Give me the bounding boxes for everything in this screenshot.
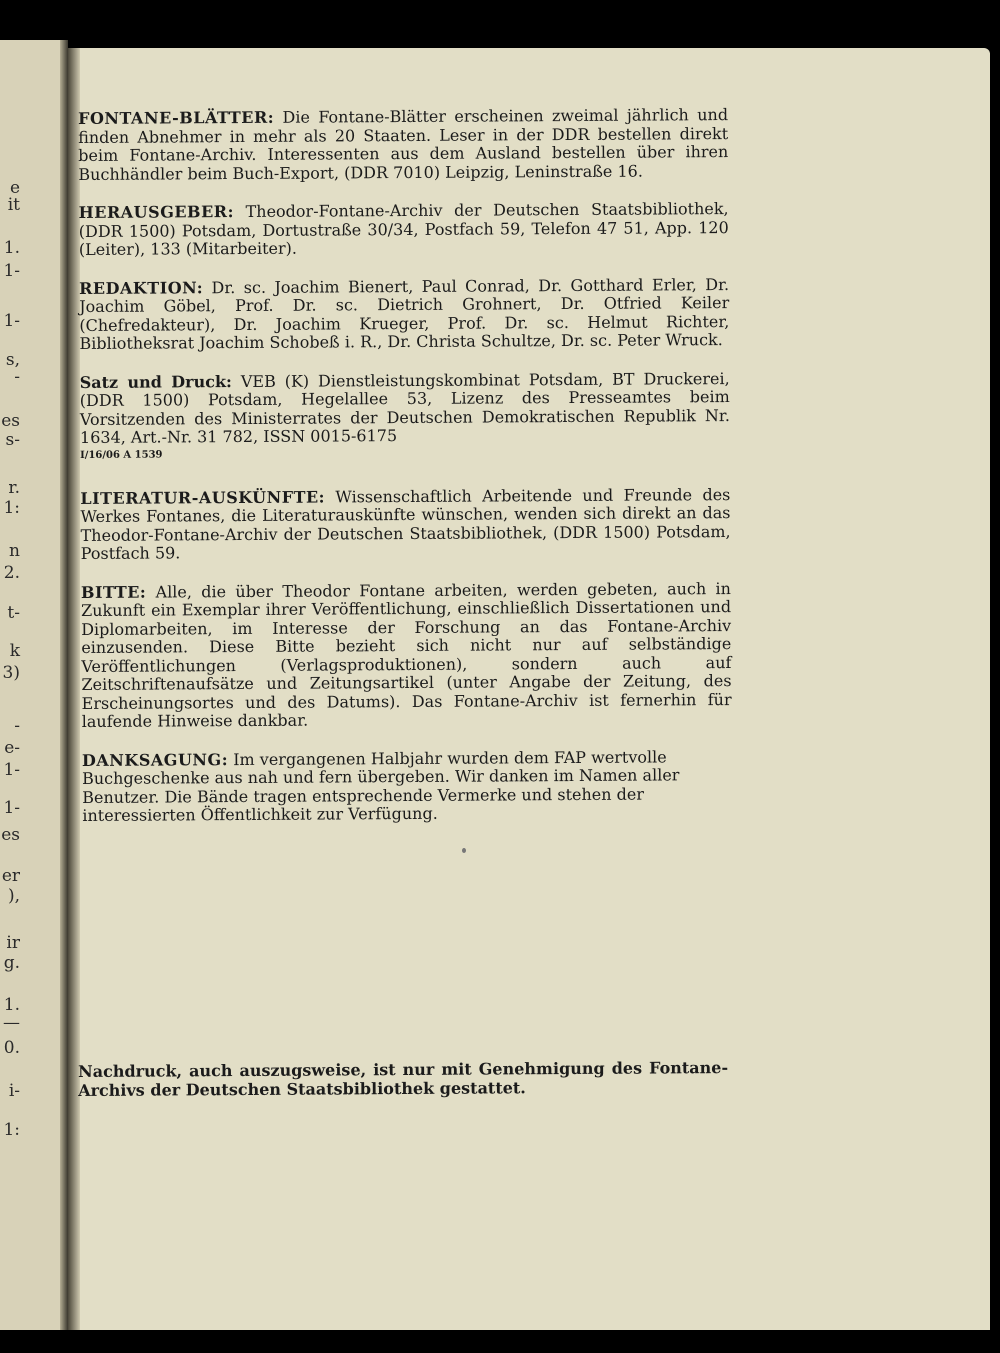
print-code: I/16/06 A 1539 <box>80 448 163 461</box>
section-redaktion <box>79 276 729 354</box>
left-page-fragment: es <box>1 411 20 431</box>
page-gutter-shadow <box>60 40 68 1330</box>
left-page-fragment: ), <box>7 886 20 906</box>
print-speck <box>462 848 466 853</box>
imprint-text <box>78 106 732 845</box>
left-page-fragment: - <box>14 716 20 736</box>
section-fontane-blaetter <box>78 106 728 184</box>
section-heading: BITTE: <box>80 582 147 602</box>
left-page-fragment: n <box>9 541 20 561</box>
section-satz-und-druck <box>80 370 731 462</box>
section-text: Im vergangenen Halbjahr wurden dem FAP wertvolle Buchgeschenke aus nah und fern übergeben. Wir danken im Namen aller Benutzer. Die Bände tragen entsprechende Vermerke und stehen der interessierten Öffentlichkeit zur Verfügung. <box>82 746 680 825</box>
section-heading: Satz und Druck: <box>79 371 232 392</box>
left-page-fragment: e- <box>4 738 20 758</box>
left-page-fragment: 1- <box>3 760 20 780</box>
left-page-fragment: ir <box>6 933 20 953</box>
section-text: Wissenschaftlich Arbeitende und Freunde des Werkes Fontanes, die Literaturauskünfte wünschen, wenden sich direkt an das Theodor-Fontane-Archiv der Deutschen Staatsbibliothek, (DDR 1500) Potsdam, Postfach 59. <box>80 484 731 563</box>
left-page-fragment: 1- <box>3 311 20 331</box>
left-page-fragment: 1. <box>3 238 20 258</box>
left-page-fragment: s- <box>5 430 20 450</box>
left-page-fragment: 1- <box>3 798 20 818</box>
section-bitte <box>81 580 732 732</box>
section-text: Theodor-Fontane-Archiv der Deutschen Staatsbibliothek, (DDR 1500) Potsdam, Dortustraße 30/34, Postfach 59, Telefon 47 51, App. 120 (Leiter), 133 (Mitarbeiter). <box>78 199 729 259</box>
left-page-fragment: 0. <box>3 1038 20 1058</box>
section-text: Alle, die über Theodor Fontane arbeiten, werden gebeten, auch in Zukunft ein Exemplar ihrer Veröffentlichung, einschließlich Dissertationen und Diplomarbeiten, im Interesse der Forschung an das Fontane-Archiv einzusenden. Diese Bitte bezieht sich nicht nur auf selbständige Veröffentlichungen (Verlagsproduktionen), sondern auch auf Zeitschriftenaufsätze und Zeitungsartikel (unter Angabe der Zeitung, des Erscheinungsortes und des Datums). Das Fontane-Archiv ist fernerhin für laufende Hinweise dankbar. <box>80 578 732 731</box>
section-heading: DANKSAGUNG: <box>81 749 229 770</box>
left-page-fragment: s, <box>5 350 20 370</box>
section-danksagung <box>82 748 732 826</box>
left-page-fragment: 2. <box>3 563 20 583</box>
left-page-fragment: 1: <box>3 498 20 518</box>
left-page-fragment: 1. <box>3 995 20 1015</box>
section-text: Die Fontane-Blätter erscheinen zweimal jährlich und finden Abnehmer in mehr als 20 Staaten. Leser in der DDR bestellen direkt beim Fontane-Archiv. Interessenten aus dem Ausland bestellen über ihren Buchhändler beim Buch-Export, (DDR 7010) Leipzig, Leninstraße 16. <box>78 105 729 184</box>
left-page-fragment: it <box>7 195 20 215</box>
section-text: Dr. sc. Joachim Bienert, Paul Conrad, Dr. Gotthard Erler, Dr. Joachim Göbel, Prof. Dr. sc. Dietrich Grohnert, Dr. Otfried Keiler (Chefredakteur), Dr. Joachim Krueger, Prof. Dr. sc. Helmut Richter, Bibliotheksrat Joachim Schobeß i. R., Dr. Christa Schultze, Dr. sc. Peter Wruck. <box>79 274 730 353</box>
left-page-fragment: g. <box>3 953 20 973</box>
left-page-fragment: 3) <box>2 663 20 683</box>
left-page-fragment: - <box>14 367 20 387</box>
left-page-fragment: r. <box>8 478 20 498</box>
left-page-fragment: e <box>9 178 20 198</box>
section-heading: LITERATUR-AUSKÜNFTE: <box>80 486 326 508</box>
left-page-fragment: 1- <box>3 261 20 281</box>
left-page-fragment: — <box>3 1013 20 1033</box>
left-page-fragment: k <box>9 641 20 661</box>
section-literatur-auskuenfte <box>80 486 730 564</box>
section-heading: HERAUSGEBER: <box>78 202 234 222</box>
reprint-notice: Nachdruck, auch auszugsweise, ist nur mit Genehmigung des Fontane-Archivs der Deutschen Staatsbibliothek gestattet. <box>78 1058 729 1100</box>
left-page-fragment: es <box>1 825 20 845</box>
left-page-fragment: i- <box>8 1081 20 1101</box>
section-heading: FONTANE-BLÄTTER: <box>77 107 275 128</box>
section-heading: REDAKTION: <box>79 277 204 298</box>
section-text: VEB (K) Dienstleistungskombinat Potsdam, BT Druckerei, (DDR 1500) Potsdam, Hegelallee 53, Lizenz des Presseamtes beim Vorsitzenden des Ministerrates der Deutschen Demokratischen Republik Nr. 1634, Art.-Nr. 31 782, ISSN 0015-6175 <box>79 368 730 447</box>
left-page-fragment: er <box>1 866 20 886</box>
left-page-fragment: 1: <box>3 1120 20 1140</box>
left-page-fragment: t- <box>7 603 20 623</box>
section-herausgeber <box>79 200 729 259</box>
